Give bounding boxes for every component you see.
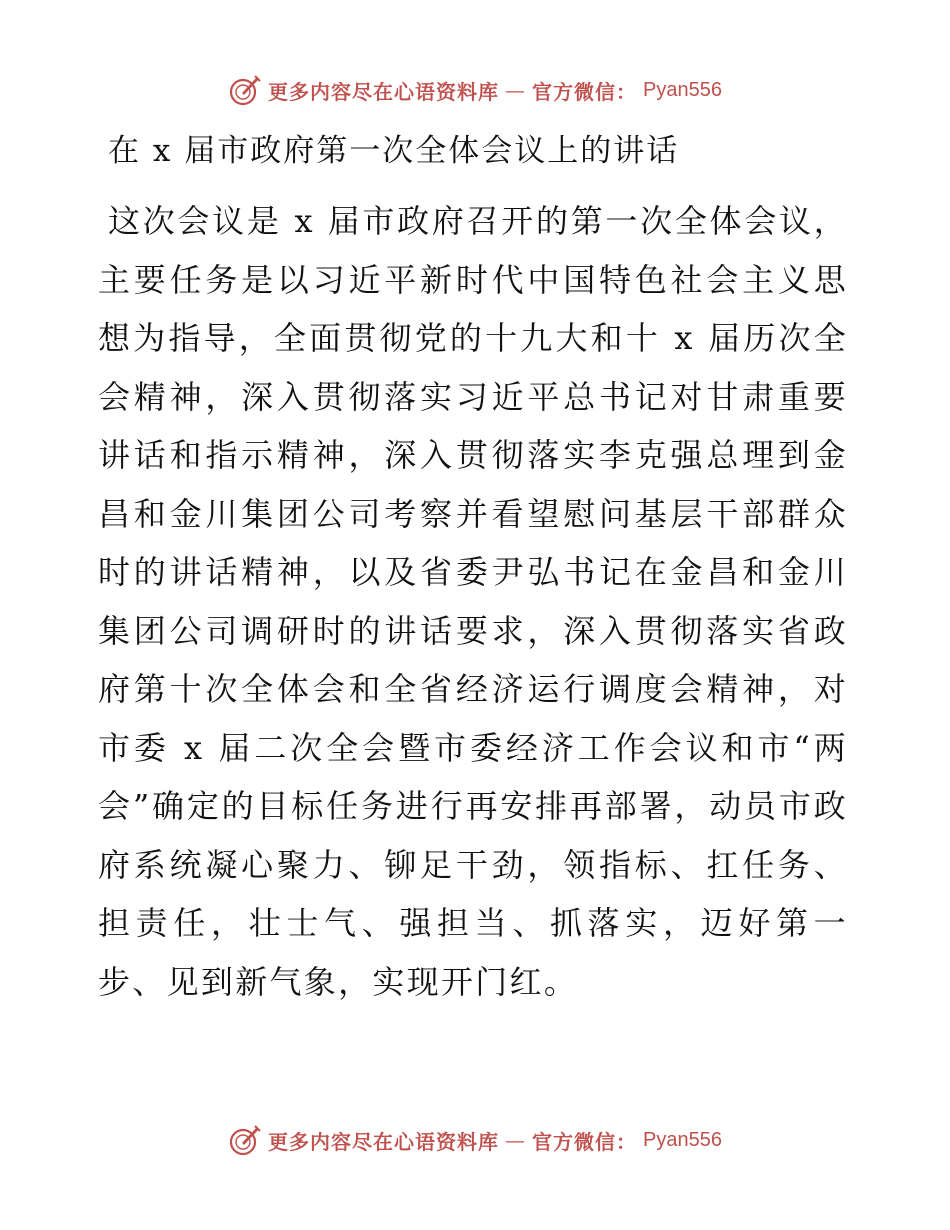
watermark-dash: — [505,78,527,102]
watermark-dash: — [505,1128,527,1152]
pen-nib-logo-icon [228,1123,262,1157]
watermark-account: Pyan556 [643,1128,722,1151]
watermark-text: 更多内容尽在心语资料库 [268,1129,500,1154]
page-footer-watermark [0,1120,950,1160]
watermark-line [228,73,722,107]
pen-nib-logo-icon [228,73,262,107]
watermark-official-label: 官方微信： [532,79,638,104]
watermark-official-label: 官方微信： [532,1129,638,1154]
watermark-text: 更多内容尽在心语资料库 [268,79,500,104]
watermark-account: Pyan556 [643,78,722,101]
watermark-line [228,1123,722,1157]
document-paragraph: 这次会议是 x 届市政府召开的第一次全体会议，主要任务是以习近平新时代中国特色社会主义思想为指导，全面贯彻党的十九大和十 x 届历次全会精神，深入贯彻落实习近平总书记对甘肃重要讲话和指示精神，深入贯彻落实李克强总理到金昌和金川集团公司考察并看望慰问基层干部群众时的讲话精神，以及省委尹弘书记在金昌和金川集团公司调研时的讲话要求，深入贯彻落实省政府第十次全体会和全省经济运行调度会精神，对市委 x 届二次全会暨市委经济工作会议和市“两会”确定的目标任务进行再安排再部署，动员市政府系统凝心聚力、铆足干劲，领指标、扛任务、担责任，壮士气、强担当、抓落实，迈好第一步、见到新气象，实现开门红。 [98,202,848,1001]
page-header-watermark [0,70,950,110]
document-title: 在 x 届市政府第一次全体会议上的讲话 [108,133,680,169]
